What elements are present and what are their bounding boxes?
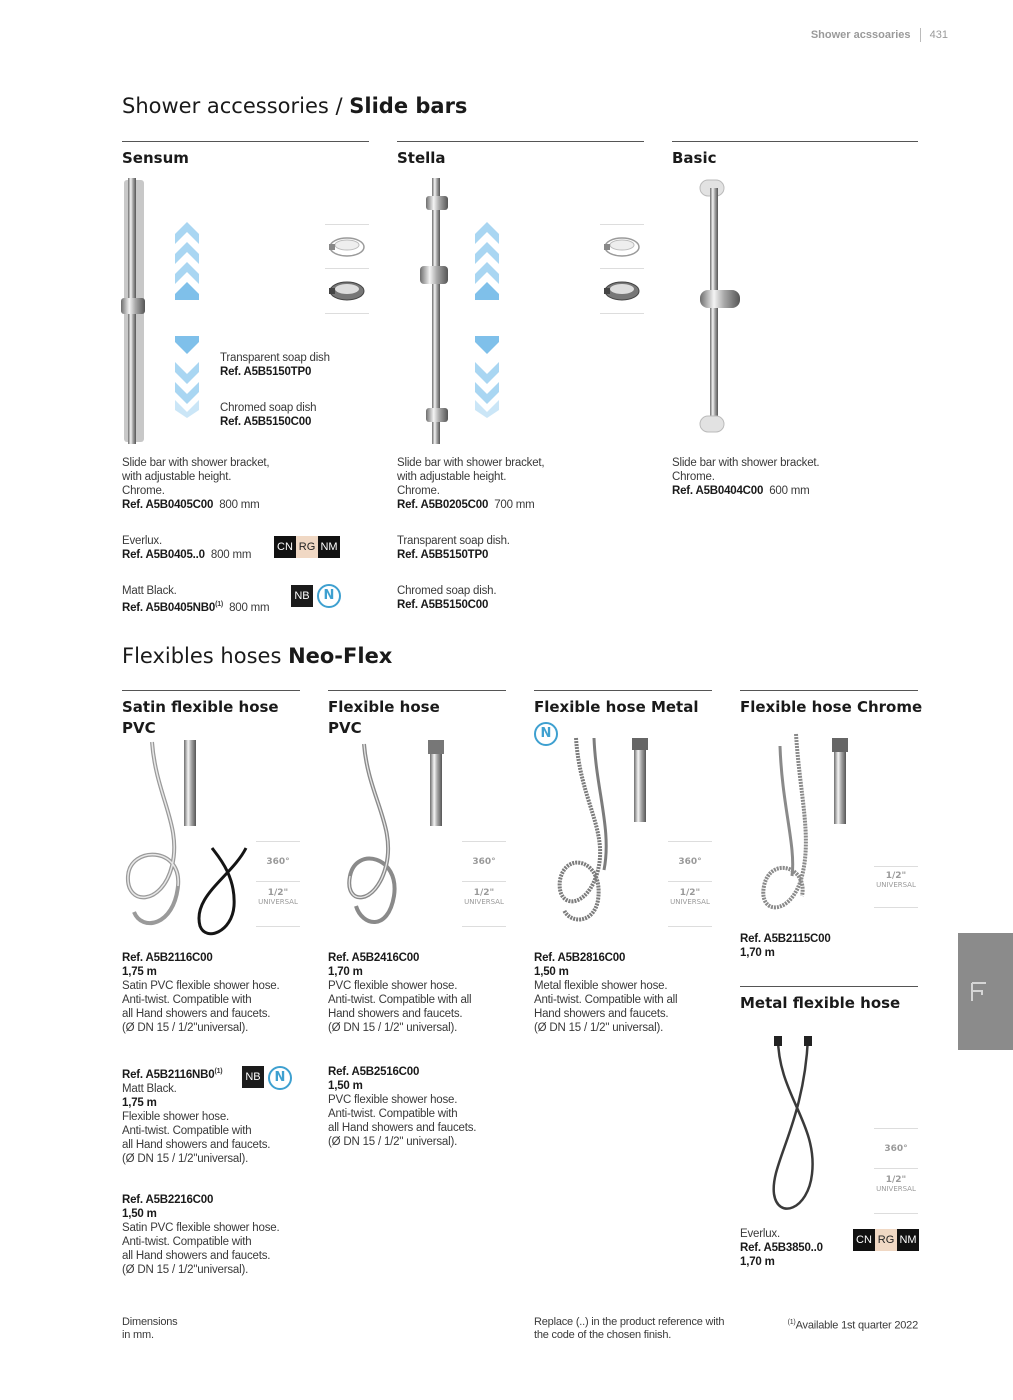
footer-replace-line2: the code of the chosen finish. (534, 1329, 672, 1341)
universal-label: UNIVERSAL (670, 898, 710, 906)
satin-desc-line2: Anti-twist. Compatible with (122, 994, 252, 1006)
metal-flex-hose-image (748, 1034, 838, 1224)
metal-hose-image (548, 730, 666, 930)
sensum-ref: Ref. A5B0405C00 (122, 499, 214, 511)
metal-desc-line4: (Ø DN 15 / 1/2" universal). (534, 1022, 664, 1034)
thread-size: 1/2" (267, 888, 289, 898)
sensum-desc-line1: Slide bar with shower bracket, (122, 457, 270, 469)
satin-black-desc-line2: Anti-twist. Compatible with (122, 1124, 252, 1137)
universal-label: UNIVERSAL (258, 898, 298, 906)
metal-flex-description (740, 1227, 860, 1269)
new-product-icon: N (268, 1066, 292, 1090)
transparent-soap-dish-image (325, 225, 369, 269)
rotation-360-icon: 360° (256, 842, 300, 882)
satin-b-length: 1,50 m (122, 1208, 157, 1220)
basic-rule (672, 141, 918, 142)
satin-b-desc-line2: Anti-twist. Compatible with (122, 1236, 252, 1248)
thread-size: 1/2" (885, 871, 907, 881)
metal-desc-line2: Anti-twist. Compatible with all (534, 994, 678, 1006)
pvc-b-desc-line4: (Ø DN 15 / 1/2" universal). (328, 1136, 458, 1148)
pvc-description (328, 951, 508, 1035)
badge-nb: NB (291, 585, 313, 607)
sensum-desc-line2: with adjustable height. (122, 471, 232, 483)
footer-availability-note (760, 1316, 918, 1333)
metal-flex-ref: Ref. A5B3850..0 (740, 1242, 823, 1254)
chrome-heading: Flexible hose Chrome (740, 698, 923, 716)
universal-label: UNIVERSAL (876, 881, 916, 889)
metal-flex-finish-badges (853, 1229, 919, 1251)
metal-length: 1,50 m (534, 966, 569, 978)
chrome-ref: Ref. A5B2115C00 (740, 933, 831, 945)
pvc-length: 1,70 m (328, 966, 363, 978)
pvc-hose-image (340, 736, 460, 932)
pvc-desc-line4: (Ø DN 15 / 1/2" universal). (328, 1022, 458, 1034)
metal-rule (534, 690, 712, 691)
footer-dims-line1: Dimensions (122, 1316, 178, 1328)
stella-desc-line3: Chrome. (397, 485, 440, 497)
footer-dimensions-note (122, 1316, 242, 1342)
satin-b-desc-line1: Satin PVC flexible shower hose. (122, 1222, 280, 1234)
page-number: 431 (929, 28, 948, 41)
stella-transparent (397, 534, 597, 562)
footer-replace-note (534, 1316, 754, 1342)
basic-slide-bar-image (694, 178, 746, 438)
header-divider (920, 28, 921, 42)
chrome-length: 1,70 m (740, 947, 775, 959)
satin-black-sup: (1) (214, 1068, 223, 1075)
chrome-rule (740, 690, 918, 691)
satin-heading-line2: PVC (122, 719, 156, 737)
basic-size: 600 mm (769, 485, 810, 497)
pvc-desc-line3: Hand showers and faucets. (328, 1008, 463, 1020)
universal-label: UNIVERSAL (876, 1185, 916, 1193)
metal-description (534, 951, 714, 1035)
satin-heading (122, 697, 279, 739)
section-side-tab[interactable] (958, 933, 1013, 1050)
sensum-heading: Sensum (122, 149, 189, 167)
pvc-b-desc-line1: PVC flexible shower hose. (328, 1094, 458, 1106)
chromed-soap-dish-image (325, 269, 369, 313)
sensum-chromed-ref: Ref. A5B5150C00 (220, 416, 312, 428)
pvc-b-description (328, 1065, 508, 1149)
stella-height-arrows-icon (472, 218, 502, 418)
running-header (760, 28, 948, 44)
satin-black-label: Matt Black. (122, 1082, 177, 1095)
basic-ref: Ref. A5B0404C00 (672, 485, 764, 497)
chrome-hose-image (752, 726, 860, 926)
stella-size: 700 mm (494, 499, 535, 511)
stella-chromed-label: Chromed soap dish. (397, 585, 497, 597)
rotation-360-icon: 360° (874, 1129, 918, 1169)
thread-half-inch-icon (462, 882, 506, 926)
thread-half-inch-icon (874, 867, 918, 907)
satin-black-ref: Ref. A5B2116NB0 (122, 1068, 215, 1081)
satin-b-desc-line3: all Hand showers and faucets. (122, 1250, 271, 1262)
thread-size: 1/2" (473, 888, 495, 898)
chrome-features-icon (874, 866, 918, 908)
basic-desc-line1: Slide bar with shower bracket. (672, 457, 820, 469)
satin-ref: Ref. A5B2116C00 (122, 952, 213, 964)
satin-features-icon (256, 841, 300, 927)
pvc-heading-line1: Flexible hose (328, 698, 440, 716)
satin-b-description (122, 1193, 302, 1277)
metal-desc-line3: Hand showers and faucets. (534, 1008, 669, 1020)
metal-features-icon (668, 841, 712, 927)
sensum-everlux-ref: Ref. A5B0405..0 (122, 549, 205, 561)
satin-black-desc-line4: (Ø DN 15 / 1/2"universal). (122, 1152, 249, 1165)
thread-half-inch-icon (874, 1169, 918, 1213)
footer-avail-sup: (1) (787, 1319, 796, 1326)
stella-description (397, 456, 637, 512)
pvc-desc-line1: PVC flexible shower hose. (328, 980, 458, 992)
stella-desc-line1: Slide bar with shower bracket, (397, 457, 545, 469)
satin-desc-line4: (Ø DN 15 / 1/2"universal). (122, 1022, 249, 1034)
stella-soap-dish-images (600, 224, 644, 314)
stella-heading: Stella (397, 149, 446, 167)
sensum-desc-line3: Chrome. (122, 485, 165, 497)
thread-half-inch-icon (256, 882, 300, 926)
satin-hose-image (122, 736, 256, 940)
pvc-heading (328, 697, 440, 739)
metal-flex-rule (740, 986, 918, 987)
hoses-title (122, 642, 392, 670)
sensum-size: 800 mm (219, 499, 260, 511)
thread-size: 1/2" (679, 888, 701, 898)
transparent-soap-dish-image (600, 225, 644, 269)
slide-bars-title-light: Shower accessories / (122, 94, 350, 118)
pvc-ref: Ref. A5B2416C00 (328, 952, 420, 964)
pvc-desc-line2: Anti-twist. Compatible with all (328, 994, 472, 1006)
satin-b-ref: Ref. A5B2216C00 (122, 1194, 214, 1206)
sensum-matt-sup: (1) (215, 601, 224, 608)
sensum-matt-badges (291, 585, 313, 607)
chromed-soap-dish-image (600, 269, 644, 313)
sensum-transparent-label: Transparent soap dish (220, 352, 330, 364)
pvc-b-desc-line3: all Hand showers and faucets. (328, 1122, 477, 1134)
sensum-slide-bar-image (118, 176, 168, 448)
chrome-description (740, 932, 920, 960)
badge-nm: NM (318, 536, 340, 558)
pvc-b-length: 1,50 m (328, 1080, 363, 1092)
satin-description (122, 951, 302, 1035)
slide-bars-title (122, 92, 467, 120)
universal-label: UNIVERSAL (464, 898, 504, 906)
sensum-rule (122, 141, 369, 142)
stella-rule (397, 141, 644, 142)
badge-rg: RG (875, 1229, 897, 1251)
hoses-title-light: Flexibles hoses (122, 644, 289, 668)
stella-transparent-ref: Ref. A5B5150TP0 (397, 549, 489, 561)
badge-nm: NM (897, 1229, 919, 1251)
stella-chromed (397, 584, 597, 612)
satin-heading-line1: Satin flexible hose (122, 698, 279, 716)
new-product-icon: N (534, 722, 558, 746)
metal-heading: Flexible hose Metal (534, 698, 699, 716)
faucet-icon (968, 979, 992, 1003)
rotation-360-icon: 360° (668, 842, 712, 882)
satin-desc-line3: all Hand showers and faucets. (122, 1008, 271, 1020)
sensum-everlux-label: Everlux. (122, 535, 162, 547)
footer-dims-line2: in mm. (122, 1329, 154, 1341)
satin-black-desc-line3: all Hand showers and faucets. (122, 1138, 271, 1151)
basic-description (672, 456, 912, 498)
sensum-matt-size: 800 mm (229, 601, 270, 614)
sensum-height-arrows-icon (172, 218, 202, 418)
header-section: Shower acssoaries (810, 28, 911, 41)
sensum-finish-badges (274, 536, 340, 558)
stella-desc-line2: with adjustable height. (397, 471, 507, 483)
metal-ref: Ref. A5B2816C00 (534, 952, 626, 964)
sensum-matt-black (122, 584, 292, 615)
sensum-everlux-size: 800 mm (210, 549, 252, 561)
metal-flex-features-icon (874, 1128, 918, 1214)
metal-flex-label: Everlux. (740, 1228, 780, 1240)
new-product-icon: N (317, 584, 341, 608)
satin-length: 1,75 m (122, 966, 157, 978)
badge-cn: CN (853, 1229, 875, 1251)
sensum-transparent-ref: Ref. A5B5150TP0 (220, 366, 312, 378)
thread-size: 1/2" (885, 1175, 907, 1185)
stella-ref: Ref. A5B0205C00 (397, 499, 489, 511)
stella-transparent-label: Transparent soap dish. (397, 535, 510, 547)
pvc-rule (328, 690, 506, 691)
basic-desc-line2: Chrome. (672, 471, 715, 483)
badge-nb: NB (242, 1066, 264, 1088)
sensum-soap-dish-text (220, 351, 360, 429)
footer-replace-line1: Replace (..) in the product reference with (534, 1316, 725, 1328)
satin-b-desc-line4: (Ø DN 15 / 1/2"universal). (122, 1264, 249, 1276)
thread-half-inch-icon (668, 882, 712, 926)
pvc-b-ref: Ref. A5B2516C00 (328, 1066, 420, 1078)
footer-avail-text: Available 1st quarter 2022 (795, 1319, 918, 1332)
hoses-title-bold: Neo-Flex (288, 644, 393, 668)
satin-black-badges (242, 1066, 264, 1088)
sensum-description (122, 456, 362, 512)
slide-bars-title-bold: Slide bars (349, 94, 468, 118)
sensum-matt-label: Matt Black. (122, 585, 177, 597)
pvc-heading-line2: PVC (328, 719, 362, 737)
sensum-everlux (122, 534, 282, 562)
basic-heading: Basic (672, 149, 717, 167)
rotation-360-icon: 360° (462, 842, 506, 882)
metal-desc-line1: Metal flexible shower hose. (534, 980, 668, 992)
sensum-chromed-label: Chromed soap dish (220, 402, 317, 414)
pvc-features-icon (462, 841, 506, 927)
sensum-matt-ref: Ref. A5B0405NB0 (122, 601, 216, 614)
satin-desc-line1: Satin PVC flexible shower hose. (122, 980, 280, 992)
sensum-soap-dish-images (325, 224, 369, 314)
stella-chromed-ref: Ref. A5B5150C00 (397, 599, 489, 611)
pvc-b-desc-line2: Anti-twist. Compatible with (328, 1108, 458, 1120)
satin-rule (122, 690, 300, 691)
badge-cn: CN (274, 536, 296, 558)
stella-slide-bar-image (414, 176, 460, 448)
metal-flex-heading: Metal flexible hose (740, 994, 901, 1012)
satin-black-length: 1,75 m (122, 1096, 157, 1109)
metal-flex-length: 1,70 m (740, 1256, 775, 1268)
satin-black-desc-line1: Flexible shower hose. (122, 1110, 230, 1123)
badge-rg: RG (296, 536, 318, 558)
